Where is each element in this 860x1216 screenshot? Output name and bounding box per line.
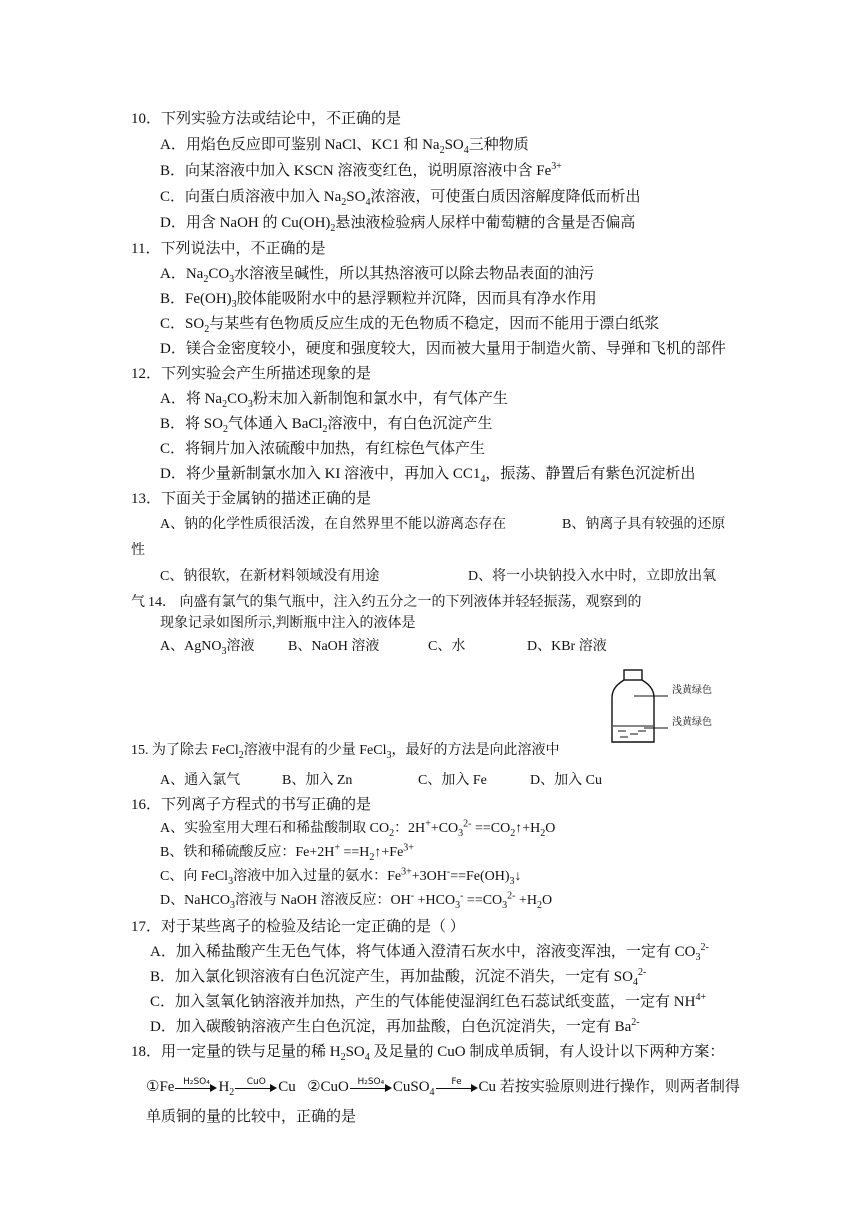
q17-option-d: D．加入碳酸钠溶液产生白色沉淀，再加盐酸，白色沉淀消失，一定有 $Ba^{2-}$ [150,1017,640,1035]
q11-option-b: B．$Fe(OH)_3$胶体能吸附水中的悬浮颗粒并沉降，因而具有净水作用 [160,291,597,310]
q10-option-b: B．向某溶液中加入 KSCN 溶液变红色，说明原溶液中含 $Fe^{3+}$ [160,161,562,179]
q14-option-a: A、AgNO$_3$溶液 [160,639,255,657]
gas-bottle-icon [608,664,728,750]
q16-option-a: A、实验室用大理石和稀盐酸制取 $CO_2$：$2H^++CO_3^{2-}$ $==CO_2↑+H_2O$ [160,818,556,839]
q14-option-d: D、KBr 溶液 [527,639,607,654]
q15-option-a: A、通入氯气 [160,773,241,788]
q12-option-d: D．将少量新制氯水加入 KI 溶液中，再加入 $CC1_4$，振荡、静置后有紫色沉淀析出 [160,466,696,485]
q15-option-d: D、加入 Cu [530,773,602,788]
q13-option-b: B、钠离子具有较强的还原 [562,517,726,532]
q13-option-d-cont: 气 [131,595,145,610]
q12-option-b: B．将 $SO_2$气体通入 BaCl$_2$溶液中，有白色沉淀产生 [160,416,493,435]
q18-stem: 18．用一定量的铁与足量的稀 $H_2SO_4$ 及足量的 CuO 制成单质铜，有人设计以下两种方案： [131,1044,725,1063]
q11-option-c: C．$SO_2$与某些有色物质反应生成的无色物质不稳定，因而不能用于漂白纸浆 [160,316,660,335]
q16-stem: 16．下列离子方程式的书写正确的是 [131,797,372,813]
q17-option-a: A．加入稀盐酸产生无色气体，将气体通入澄清石灰水中，溶液变浑浊，一定有 $CO_3^{2-}$ [150,942,709,963]
q14-option-c: C、水 [428,639,466,654]
q16-option-d: D、NaHCO$_3$溶液与 NaOH 溶液反应：$OH^- +HCO_3^- ==CO_3^{2-} +H_2O$ [160,890,553,911]
q15-stem: 15. 为了除去 FeCl$_2$溶液中混有的少量 FeCl$_3$，最好的方法是向此溶液中 [131,743,560,761]
q14-stem: 14． 向盛有氯气的集气瓶中，注入约五分之一的下列液体并轻轻振荡，观察到的 [148,595,642,610]
q16-option-c: C、向 FeCl$_3$溶液中加入过量的氨水：$Fe^{3+}+3OH^-==Fe(OH)_3↓$ [160,866,522,887]
q13-stem: 13．下面关于金属钠的描述正确的是 [131,491,372,507]
q14-stem-2: 现象记录如图所示,判断瓶中注入的液体是 [160,616,416,631]
q10-stem: 10．下列实验方法或结论中，不正确的是 [131,111,402,127]
q16-option-b: B、铁和稀硫酸反应：$Fe+2H^+ ==H_2↑+Fe^{3+}$ [160,842,414,863]
reaction-arrow: H₂SO₄ [350,1081,392,1095]
q12-stem: 12．下列实验会产生所描述现象的是 [131,366,372,382]
q17-option-b: B．加入氯化钡溶液有白色沉淀产生，再加盐酸，沉淀不消失，一定有 $SO_4^{2-}$ [150,967,647,988]
q17-option-c: C．加入氢氧化钠溶液并加热，产生的气体能使湿润红色石蕊试纸变蓝，一定有 $NH^{4+}$ [150,992,707,1010]
figure-label-top: 浅黄绿色 [672,685,712,696]
q17-stem: 17．对于某些离子的检验及结论一定正确的是（ ） [131,919,465,935]
q11-option-d: D．镁合金密度较小，硬度和强度较大，因而被大量用于制造火箭、导弹和飞机的部件 [160,341,726,357]
q13-option-d: D、将一小块钠投入水中时，立即放出氧 [468,569,717,584]
q12-option-c: C．将铜片加入浓硫酸中加热，有红棕色气体产生 [160,441,486,457]
q12-option-a: A．将 $Na_2CO_3$粉末加入新制饱和氯水中，有气体产生 [160,391,508,410]
q13-option-a: A、钠的化学性质很活泼，在自然界里不能以游离态存在 [160,517,507,532]
q10-option-c: C．向蛋白质溶液中加入 $Na_2SO_4$浓溶液，可使蛋白质因溶解度降低而析出 [160,189,641,208]
gas-bottle-figure [608,664,728,750]
q10-option-a: A．用焰色反应即可鉴别 NaCl、KC1 和 $Na_2SO_4$三种物质 [160,137,529,156]
q15-option-c: C、加入 Fe [418,773,487,788]
reaction-arrow: H₂SO₄ [175,1081,217,1095]
q14-option-b: B、NaOH 溶液 [288,639,380,654]
q13-option-b-cont: 性 [131,543,145,558]
q15-option-b: B、加入 Zn [282,773,353,788]
q18-schemes: ①Fe H₂SO₄ $H_2$ CuO Cu ②CuO H₂SO₄ CuSO$_4$ Fe Cu 若按实验原则进行操作，则两者制得 [146,1076,740,1098]
figure-label-bottom: 浅黄绿色 [672,717,712,728]
q18-line3: 单质铜的量的比较中，正确的是 [146,1109,357,1125]
reaction-arrow: CuO [235,1081,277,1095]
q11-stem: 11．下列说法中，不正确的是 [131,241,326,257]
q11-option-a: A．$Na_2CO_3$水溶液呈碱性，所以其热溶液可以除去物品表面的油污 [160,266,595,285]
q10-option-d: D．用含 NaOH 的 $Cu(OH)_2$悬浊液检验病人尿样中葡萄糖的含量是否偏高 [160,215,636,234]
reaction-arrow: Fe [436,1081,478,1095]
q13-option-c: C、钠很软，在新材料领域没有用途 [160,569,380,584]
